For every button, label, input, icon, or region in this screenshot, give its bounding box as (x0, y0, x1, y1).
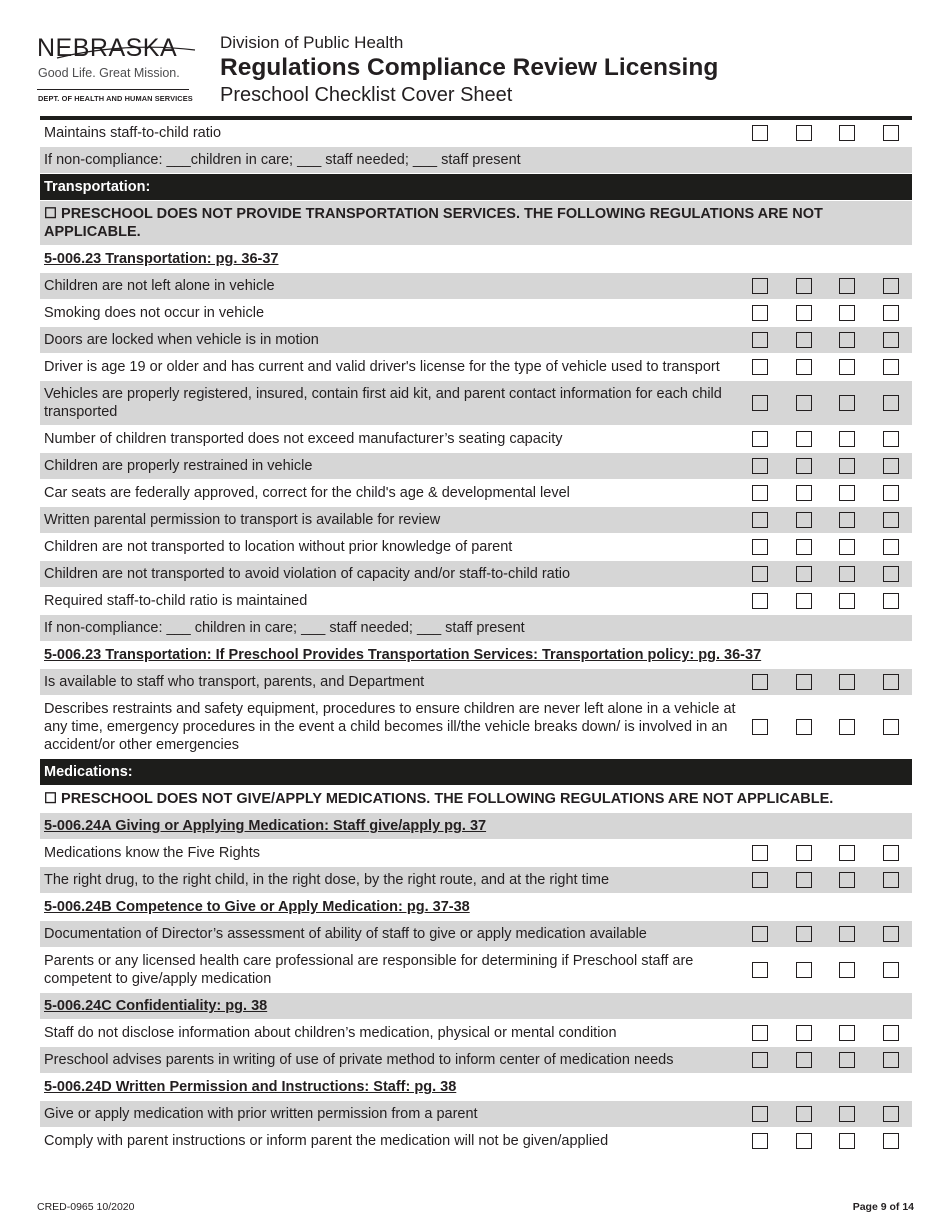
checkbox-col-2[interactable] (796, 278, 812, 294)
checkbox-col-1[interactable] (752, 512, 768, 528)
row-text: Describes restraints and safety equipment, procedures to ensure children are never left alone in a vehicle at any time, emergency procedures in the event a child becomes ill/the vehicle breaks down/ is involved in an accident/or other emergencies (44, 701, 736, 753)
logo-wordmark: NEBRASKA (37, 34, 178, 62)
checkbox-col-1[interactable] (752, 926, 768, 942)
checklist-row (40, 1128, 912, 1155)
checklist-row (40, 1020, 912, 1047)
checkbox-col-2[interactable] (796, 359, 812, 375)
checklist-row (40, 1101, 912, 1128)
checkbox-col-3[interactable] (839, 566, 855, 582)
checkbox-col-4[interactable] (883, 278, 899, 294)
row-text: The right drug, to the right child, in the right dose, by the right route, and at the right time (44, 872, 610, 888)
row-text: Give or apply medication with prior written permission from a parent (44, 1106, 478, 1122)
checklist-row (40, 480, 912, 507)
row-text: 5-006.23 Transportation: If Preschool Provides Transportation Services: Transportation policy: pg. 36-37 (44, 647, 762, 663)
checkbox-col-2[interactable] (796, 1106, 812, 1122)
row-text: Medications: (44, 764, 133, 780)
row-text: 5-006.24C Confidentiality: pg. 38 (44, 998, 268, 1014)
checkbox-col-3[interactable] (839, 845, 855, 861)
checkbox-col-3[interactable] (839, 485, 855, 501)
checkbox-col-4[interactable] (883, 872, 899, 888)
checkbox-col-4[interactable] (883, 1133, 899, 1149)
checkbox-group (752, 381, 926, 425)
checkbox-group (752, 669, 926, 695)
row-text: 5-006.23 Transportation: pg. 36-37 (44, 251, 279, 267)
checkbox-col-1[interactable] (752, 593, 768, 609)
row-text: 5-006.24D Written Permission and Instructions: Staff: pg. 38 (44, 1079, 457, 1095)
row-text: 5-006.24A Giving or Applying Medication: Staff give/apply pg. 37 (44, 818, 487, 834)
checkbox-col-3[interactable] (839, 1133, 855, 1149)
checkbox-group (752, 1047, 926, 1073)
checkbox-col-3[interactable] (839, 719, 855, 735)
row-text: Maintains staff-to-child ratio (44, 125, 222, 141)
checkbox-col-4[interactable] (883, 926, 899, 942)
checkbox-col-1[interactable] (752, 125, 768, 141)
checkbox-group (752, 1101, 926, 1127)
checkbox-col-3[interactable] (839, 332, 855, 348)
checkbox-col-1[interactable] (752, 305, 768, 321)
checkbox-col-4[interactable] (883, 962, 899, 978)
checkbox-col-2[interactable] (796, 1133, 812, 1149)
checkbox-col-2[interactable] (796, 1052, 812, 1068)
logo-swoosh-icon (37, 30, 197, 66)
checkbox-group (752, 1128, 926, 1154)
checklist-row (40, 948, 912, 993)
row-text: Doors are locked when vehicle is in motion (44, 332, 319, 348)
division-name: Division of Public Health (220, 33, 404, 52)
checkbox-col-3[interactable] (839, 926, 855, 942)
checkbox-col-3[interactable] (839, 458, 855, 474)
regulation-section-row (40, 894, 912, 921)
checkbox-col-4[interactable] (883, 1025, 899, 1041)
checkbox-col-2[interactable] (796, 458, 812, 474)
checkbox-col-2[interactable] (796, 845, 812, 861)
row-text: Children are properly restrained in vehicle (44, 458, 313, 474)
checkbox-col-1[interactable] (752, 1106, 768, 1122)
checkbox-col-1[interactable] (752, 458, 768, 474)
checkbox-col-3[interactable] (839, 1106, 855, 1122)
checkbox-group (752, 327, 926, 353)
checkbox-group (752, 534, 926, 560)
checkbox-col-3[interactable] (839, 359, 855, 375)
checkbox-col-4[interactable] (883, 305, 899, 321)
checkbox-col-2[interactable] (796, 962, 812, 978)
checkbox-col-1[interactable] (752, 566, 768, 582)
row-text: Preschool advises parents in writing of use of private method to inform center of medication needs (44, 1052, 674, 1068)
checkbox-col-2[interactable] (796, 431, 812, 447)
checkbox-col-2[interactable] (796, 395, 812, 411)
row-text[interactable]: ☐ PRESCHOOL DOES NOT GIVE/APPLY MEDICATIONS. THE FOLLOWING REGULATIONS ARE NOT APPLICABLE. (44, 791, 834, 807)
non-compliance-note-row (40, 615, 912, 642)
row-text: Children are not transported to location without prior knowledge of parent (44, 539, 513, 555)
checklist-row (40, 1047, 912, 1074)
checkbox-group (752, 453, 926, 479)
checkbox-col-4[interactable] (883, 512, 899, 528)
checkbox-col-4[interactable] (883, 359, 899, 375)
checkbox-group (752, 354, 926, 380)
checkbox-col-3[interactable] (839, 539, 855, 555)
checklist-row (40, 453, 912, 480)
page-header (0, 0, 950, 116)
row-text: Is available to staff who transport, parents, and Department (44, 674, 425, 690)
regulation-section-row (40, 642, 912, 669)
checkbox-col-2[interactable] (796, 926, 812, 942)
row-text: Vehicles are properly registered, insured, contain first aid kit, and parent contact information for each child transported (44, 386, 722, 420)
row-text: Staff do not disclose information about children’s medication, physical or mental condition (44, 1025, 617, 1041)
row-text: Parents or any licensed health care professional are responsible for determining if Preschool staff are competent to give/apply medication (44, 953, 694, 987)
checkbox-col-1[interactable] (752, 1052, 768, 1068)
checkbox-col-4[interactable] (883, 485, 899, 501)
page-title: Regulations Compliance Review Licensing (220, 54, 719, 81)
row-text: Written parental permission to transport is available for review (44, 512, 441, 528)
checklist-row (40, 426, 912, 453)
checkbox-col-3[interactable] (839, 872, 855, 888)
checklist-row (40, 561, 912, 588)
checkbox-col-4[interactable] (883, 1106, 899, 1122)
regulation-section-row (40, 246, 912, 273)
checkbox-col-1[interactable] (752, 1025, 768, 1041)
checkbox-col-4[interactable] (883, 719, 899, 735)
row-text: Comply with parent instructions or inform parent the medication will not be given/applied (44, 1133, 609, 1149)
form-id: CRED-0965 10/2020 (37, 1201, 135, 1213)
checkbox-group (752, 273, 926, 299)
logo-divider (37, 89, 189, 90)
checkbox-col-3[interactable] (839, 395, 855, 411)
checkbox-col-1[interactable] (752, 1133, 768, 1149)
checkbox-col-3[interactable] (839, 1052, 855, 1068)
row-text: Children are not transported to avoid violation of capacity and/or staff-to-child ratio (44, 566, 571, 582)
row-text: Children are not left alone in vehicle (44, 278, 275, 294)
checkbox-col-2[interactable] (796, 719, 812, 735)
page-number: Page 9 of 14 (852, 1201, 914, 1213)
checkbox-col-3[interactable] (839, 278, 855, 294)
checkbox-col-1[interactable] (752, 359, 768, 375)
logo-department: DEPT. OF HEALTH AND HUMAN SERVICES (38, 94, 193, 103)
checkbox-col-2[interactable] (796, 1025, 812, 1041)
checklist-row (40, 507, 912, 534)
checkbox-col-3[interactable] (839, 674, 855, 690)
row-text: Documentation of Director’s assessment of ability of staff to give or apply medication available (44, 926, 647, 942)
checkbox-col-3[interactable] (839, 125, 855, 141)
checklist-table (40, 116, 912, 1155)
checkbox-col-1[interactable] (752, 485, 768, 501)
checkbox-group (752, 480, 926, 506)
row-text: Smoking does not occur in vehicle (44, 305, 265, 321)
checklist-row (40, 696, 912, 759)
checklist-row (40, 921, 912, 948)
checkbox-group (752, 300, 926, 326)
category-header-row (40, 174, 912, 201)
row-text: If non-compliance: ___ children in care; ___ staff needed; ___ staff present (44, 620, 525, 636)
row-text: Car seats are federally approved, correct for the child's age & developmental level (44, 485, 570, 501)
row-text: Driver is age 19 or older and has current and valid driver's license for the type of vehicle used to transport (44, 359, 720, 375)
checkbox-group (752, 696, 926, 758)
checkbox-col-3[interactable] (839, 512, 855, 528)
header-text (220, 33, 718, 107)
checklist-row (40, 273, 912, 300)
not-applicable-row (40, 201, 912, 246)
not-applicable-row (40, 786, 912, 813)
checkbox-group (752, 426, 926, 452)
row-text: Required staff-to-child ratio is maintained (44, 593, 308, 609)
checkbox-col-1[interactable] (752, 719, 768, 735)
checkbox-col-2[interactable] (796, 332, 812, 348)
checkbox-col-4[interactable] (883, 395, 899, 411)
checkbox-col-4[interactable] (883, 566, 899, 582)
checklist-row (40, 588, 912, 615)
checkbox-col-3[interactable] (839, 431, 855, 447)
checkbox-col-4[interactable] (883, 125, 899, 141)
regulation-section-row (40, 1074, 912, 1101)
checkbox-col-2[interactable] (796, 512, 812, 528)
checkbox-col-2[interactable] (796, 566, 812, 582)
checkbox-col-1[interactable] (752, 278, 768, 294)
checkbox-col-4[interactable] (883, 674, 899, 690)
checkbox-col-2[interactable] (796, 485, 812, 501)
checkbox-col-2[interactable] (796, 125, 812, 141)
checkbox-group (752, 1020, 926, 1046)
row-text: Transportation: (44, 179, 151, 195)
checkbox-col-3[interactable] (839, 962, 855, 978)
checkbox-col-4[interactable] (883, 539, 899, 555)
logo-tagline: Good Life. Great Mission. (38, 66, 180, 80)
checklist-row (40, 669, 912, 696)
checkbox-col-1[interactable] (752, 845, 768, 861)
checklist-row (40, 381, 912, 426)
checkbox-col-2[interactable] (796, 674, 812, 690)
checkbox-col-1[interactable] (752, 962, 768, 978)
checkbox-group (752, 120, 926, 146)
page-subtitle: Preschool Checklist Cover Sheet (220, 84, 513, 106)
checklist-row (40, 120, 912, 147)
row-text: Number of children transported does not exceed manufacturer’s seating capacity (44, 431, 563, 447)
checkbox-group (752, 840, 926, 866)
checkbox-group (752, 921, 926, 947)
checkbox-group (752, 588, 926, 614)
regulation-section-row (40, 813, 912, 840)
checkbox-col-4[interactable] (883, 332, 899, 348)
checkbox-col-2[interactable] (796, 593, 812, 609)
checkbox-group (752, 561, 926, 587)
checkbox-group (752, 507, 926, 533)
checkbox-col-4[interactable] (883, 1052, 899, 1068)
checkbox-group (752, 867, 926, 893)
checkbox-col-2[interactable] (796, 539, 812, 555)
checkbox-col-2[interactable] (796, 872, 812, 888)
checklist-row (40, 534, 912, 561)
regulation-section-row (40, 993, 912, 1020)
checkbox-col-1[interactable] (752, 395, 768, 411)
non-compliance-note-row (40, 147, 912, 174)
checkbox-col-4[interactable] (883, 431, 899, 447)
row-text: If non-compliance: ___children in care; ___ staff needed; ___ staff present (44, 152, 521, 168)
checklist-row (40, 840, 912, 867)
nebraska-dhhs-logo (37, 30, 197, 108)
checkbox-col-4[interactable] (883, 845, 899, 861)
checkbox-col-1[interactable] (752, 332, 768, 348)
checklist-row (40, 327, 912, 354)
checklist-row (40, 867, 912, 894)
checkbox-col-2[interactable] (796, 305, 812, 321)
category-header-row (40, 759, 912, 786)
row-text: 5-006.24B Competence to Give or Apply Medication: pg. 37-38 (44, 899, 470, 915)
checkbox-col-4[interactable] (883, 593, 899, 609)
checkbox-col-1[interactable] (752, 872, 768, 888)
checkbox-col-3[interactable] (839, 305, 855, 321)
checklist-row (40, 354, 912, 381)
row-text[interactable]: ☐ PRESCHOOL DOES NOT PROVIDE TRANSPORTATION SERVICES. THE FOLLOWING REGULATIONS ARE NOT APPLICABLE. (44, 206, 823, 240)
checkbox-col-3[interactable] (839, 593, 855, 609)
checkbox-col-1[interactable] (752, 674, 768, 690)
checkbox-col-4[interactable] (883, 458, 899, 474)
row-text: Medications know the Five Rights (44, 845, 260, 861)
checklist-row (40, 300, 912, 327)
checkbox-col-3[interactable] (839, 1025, 855, 1041)
checkbox-col-1[interactable] (752, 431, 768, 447)
checkbox-group (752, 948, 926, 992)
checkbox-col-1[interactable] (752, 539, 768, 555)
